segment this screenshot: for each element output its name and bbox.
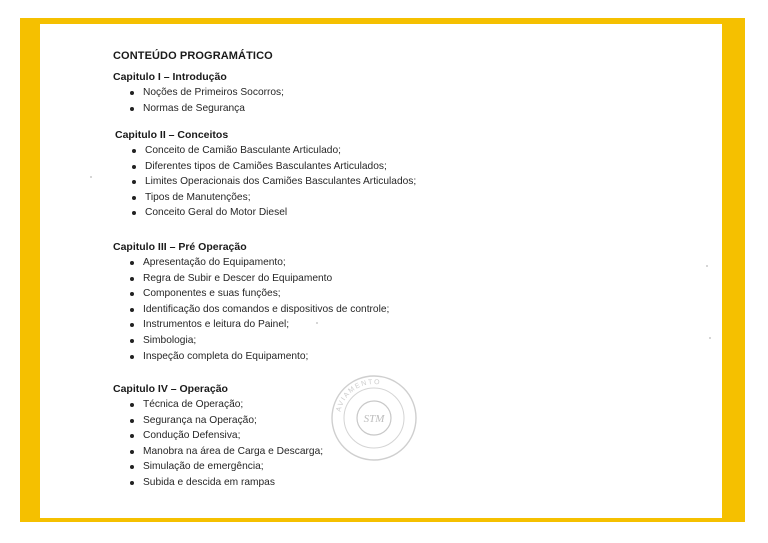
- list-item: Componentes e suas funções;: [127, 286, 389, 302]
- scan-speck: [706, 265, 708, 267]
- list-item: Normas de Segurança: [127, 101, 284, 117]
- list-item: Tipos de Manutenções;: [129, 190, 416, 206]
- svg-text:AVIAMENTO: [336, 379, 382, 413]
- list-item: Noções de Primeiros Socorros;: [127, 85, 284, 101]
- chapter-items: [127, 397, 323, 491]
- chapter-2: [115, 128, 416, 221]
- list-item: Apresentação do Equipamento;: [127, 255, 389, 271]
- chapter-items: [129, 143, 416, 221]
- chapter-heading: Capitulo I – Introdução: [113, 71, 227, 83]
- scan-speck: [709, 337, 711, 339]
- chapter-heading: Capitulo III – Pré Operação: [113, 241, 247, 253]
- scan-speck: [316, 322, 318, 324]
- chapter-4: [113, 382, 323, 491]
- list-item: Técnica de Operação;: [127, 397, 323, 413]
- list-item: Inspeção completa do Equipamento;: [127, 349, 389, 365]
- chapter-3: [113, 240, 389, 364]
- seal-stamp-icon: [328, 372, 420, 464]
- chapter-heading: Capitulo II – Conceitos: [115, 129, 229, 141]
- list-item: Subida e descida em rampas: [127, 475, 323, 491]
- list-item: Manobra na área de Carga e Descarga;: [127, 444, 323, 460]
- chapter-items: [127, 255, 389, 364]
- stamp-center-text: STM: [363, 413, 385, 425]
- list-item: Simbologia;: [127, 333, 389, 349]
- list-item: Diferentes tipos de Camiões Basculantes Articulados;: [129, 159, 416, 175]
- chapter-1: [113, 70, 284, 116]
- scan-speck: [90, 176, 92, 178]
- list-item: Identificação dos comandos e dispositivos de controle;: [127, 302, 389, 318]
- list-item: Conceito de Camião Basculante Articulado;: [129, 143, 416, 159]
- list-item: Segurança na Operação;: [127, 413, 323, 429]
- chapter-heading: Capitulo IV – Operação: [113, 383, 228, 395]
- list-item: Conceito Geral do Motor Diesel: [129, 205, 416, 221]
- list-item: Condução Defensiva;: [127, 428, 323, 444]
- list-item: Simulação de emergência;: [127, 459, 323, 475]
- document-title: CONTEÚDO PROGRAMÁTICO: [113, 50, 273, 62]
- list-item: Limites Operacionais dos Camiões Basculantes Articulados;: [129, 174, 416, 190]
- chapter-items: [127, 85, 284, 116]
- list-item: Regra de Subir e Descer do Equipamento: [127, 271, 389, 287]
- list-item: Instrumentos e leitura do Painel;: [127, 317, 389, 333]
- stamp-ring-text: AVIAMENTO: [335, 378, 382, 413]
